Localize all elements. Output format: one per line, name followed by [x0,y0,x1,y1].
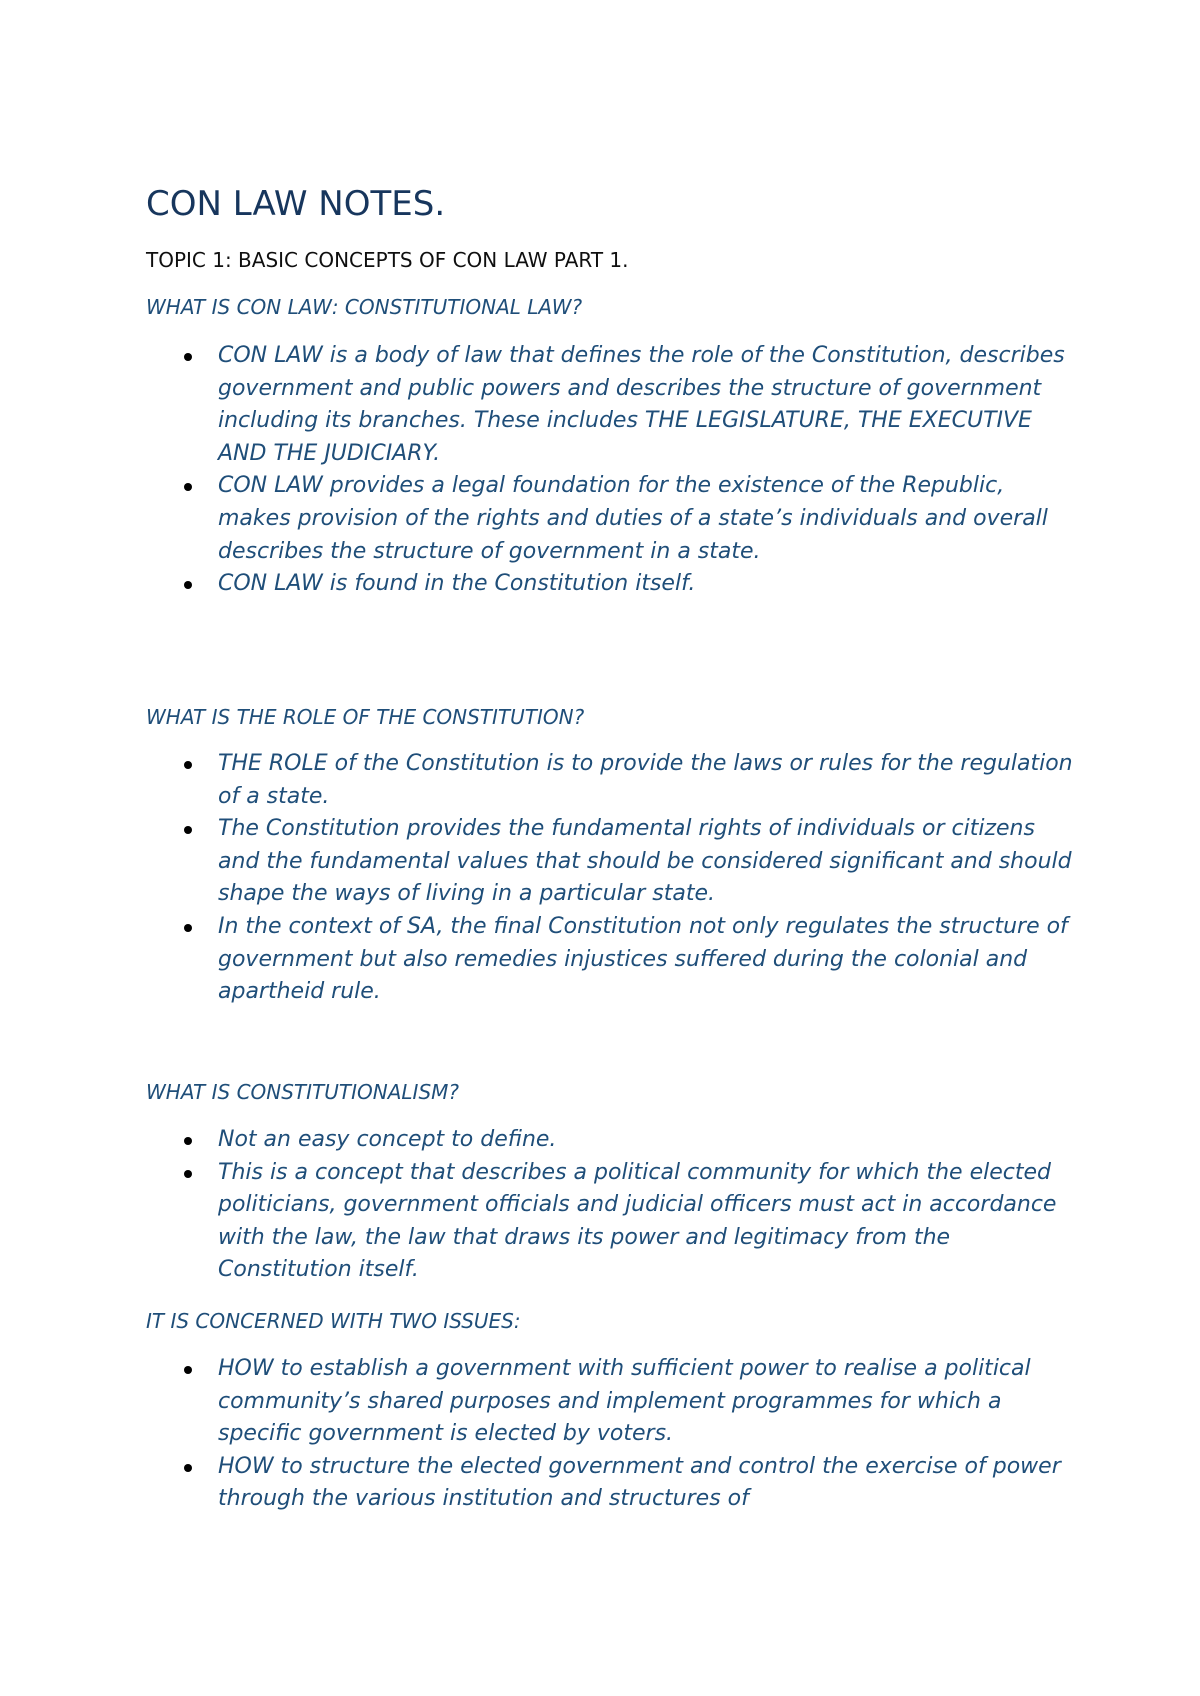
list-item [146,911,1086,1009]
bullet-icon [184,581,192,589]
section-list-role-of-constitution [146,748,1086,1009]
list-item [146,1353,1086,1451]
list-item-text: CON LAW provides a legal foundation for the existence of the Republic, makes provision of the rights and duties of a state’s individuals and overall describes the structure of government in a state. [218,473,1048,564]
list-item-text: THE ROLE of the Constitution is to provide the laws or rules for the regulation of a state. [218,751,1073,809]
list-item-text: Not an easy concept to define. [218,1127,557,1152]
section-heading-con-law: WHAT IS CON LAW: CONSTITUTIONAL LAW? [146,295,583,319]
list-item [146,340,1086,470]
topic-subtitle: TOPIC 1: BASIC CONCEPTS OF CON LAW PART 1. [146,248,629,272]
bullet-icon [184,1366,192,1374]
list-item [146,1157,1086,1287]
bullet-icon [184,483,192,491]
list-item-text: The Constitution provides the fundamental rights of individuals or citizens and the fundamental values that should be considered significant and should shape the ways of living in a particular state. [218,816,1072,907]
list-item [146,1451,1086,1516]
list-item [146,1124,1086,1157]
bullet-icon [184,826,192,834]
list-item-text: HOW to establish a government with sufficient power to realise a political community’s shared purposes and implement programmes for which a specific government is elected by voters. [218,1356,1031,1447]
bullet-icon [184,1170,192,1178]
bullet-icon [184,761,192,769]
list-item [146,813,1086,911]
section-list-constitutionalism [146,1124,1086,1287]
list-item-text: In the context of SA, the final Constitution not only regulates the structure of government but also remedies injustices suffered during the colonial and apartheid rule. [218,913,1068,1005]
list-item-text: HOW to structure the elected government and control the exercise of power through the various institution and structures of [218,1453,1061,1512]
list-item-text: This is a concept that describes a political community for which the elected politicians, government officials and judicial officers must act in accordance with the law, the law that draws its power and legitimacy from the Constitution itself. [218,1159,1057,1283]
bullet-icon [184,1137,192,1145]
list-item [146,568,1086,601]
bullet-icon [184,924,192,932]
section-list-con-law [146,340,1086,601]
list-item [146,748,1086,813]
bullet-icon [184,353,192,361]
section-list-two-issues [146,1353,1086,1516]
section-heading-role-of-constitution: WHAT IS THE ROLE OF THE CONSTITUTION? [146,705,585,729]
section-heading-two-issues: IT IS CONCERNED WITH TWO ISSUES: [146,1309,521,1333]
list-item [146,470,1086,568]
list-item-text: CON LAW is a body of law that defines the role of the Constitution, describes government and public powers and describes the structure of government including its branches. These includes THE LEGISLATURE, THE EXECUTIVE AND THE JUDICIARY. [218,343,1065,466]
section-heading-constitutionalism: WHAT IS CONSTITUTIONALISM? [146,1080,460,1104]
list-item-text: CON LAW is found in the Constitution itself. [218,571,696,597]
bullet-icon [184,1464,192,1472]
document-title: CON LAW NOTES. [146,184,446,224]
